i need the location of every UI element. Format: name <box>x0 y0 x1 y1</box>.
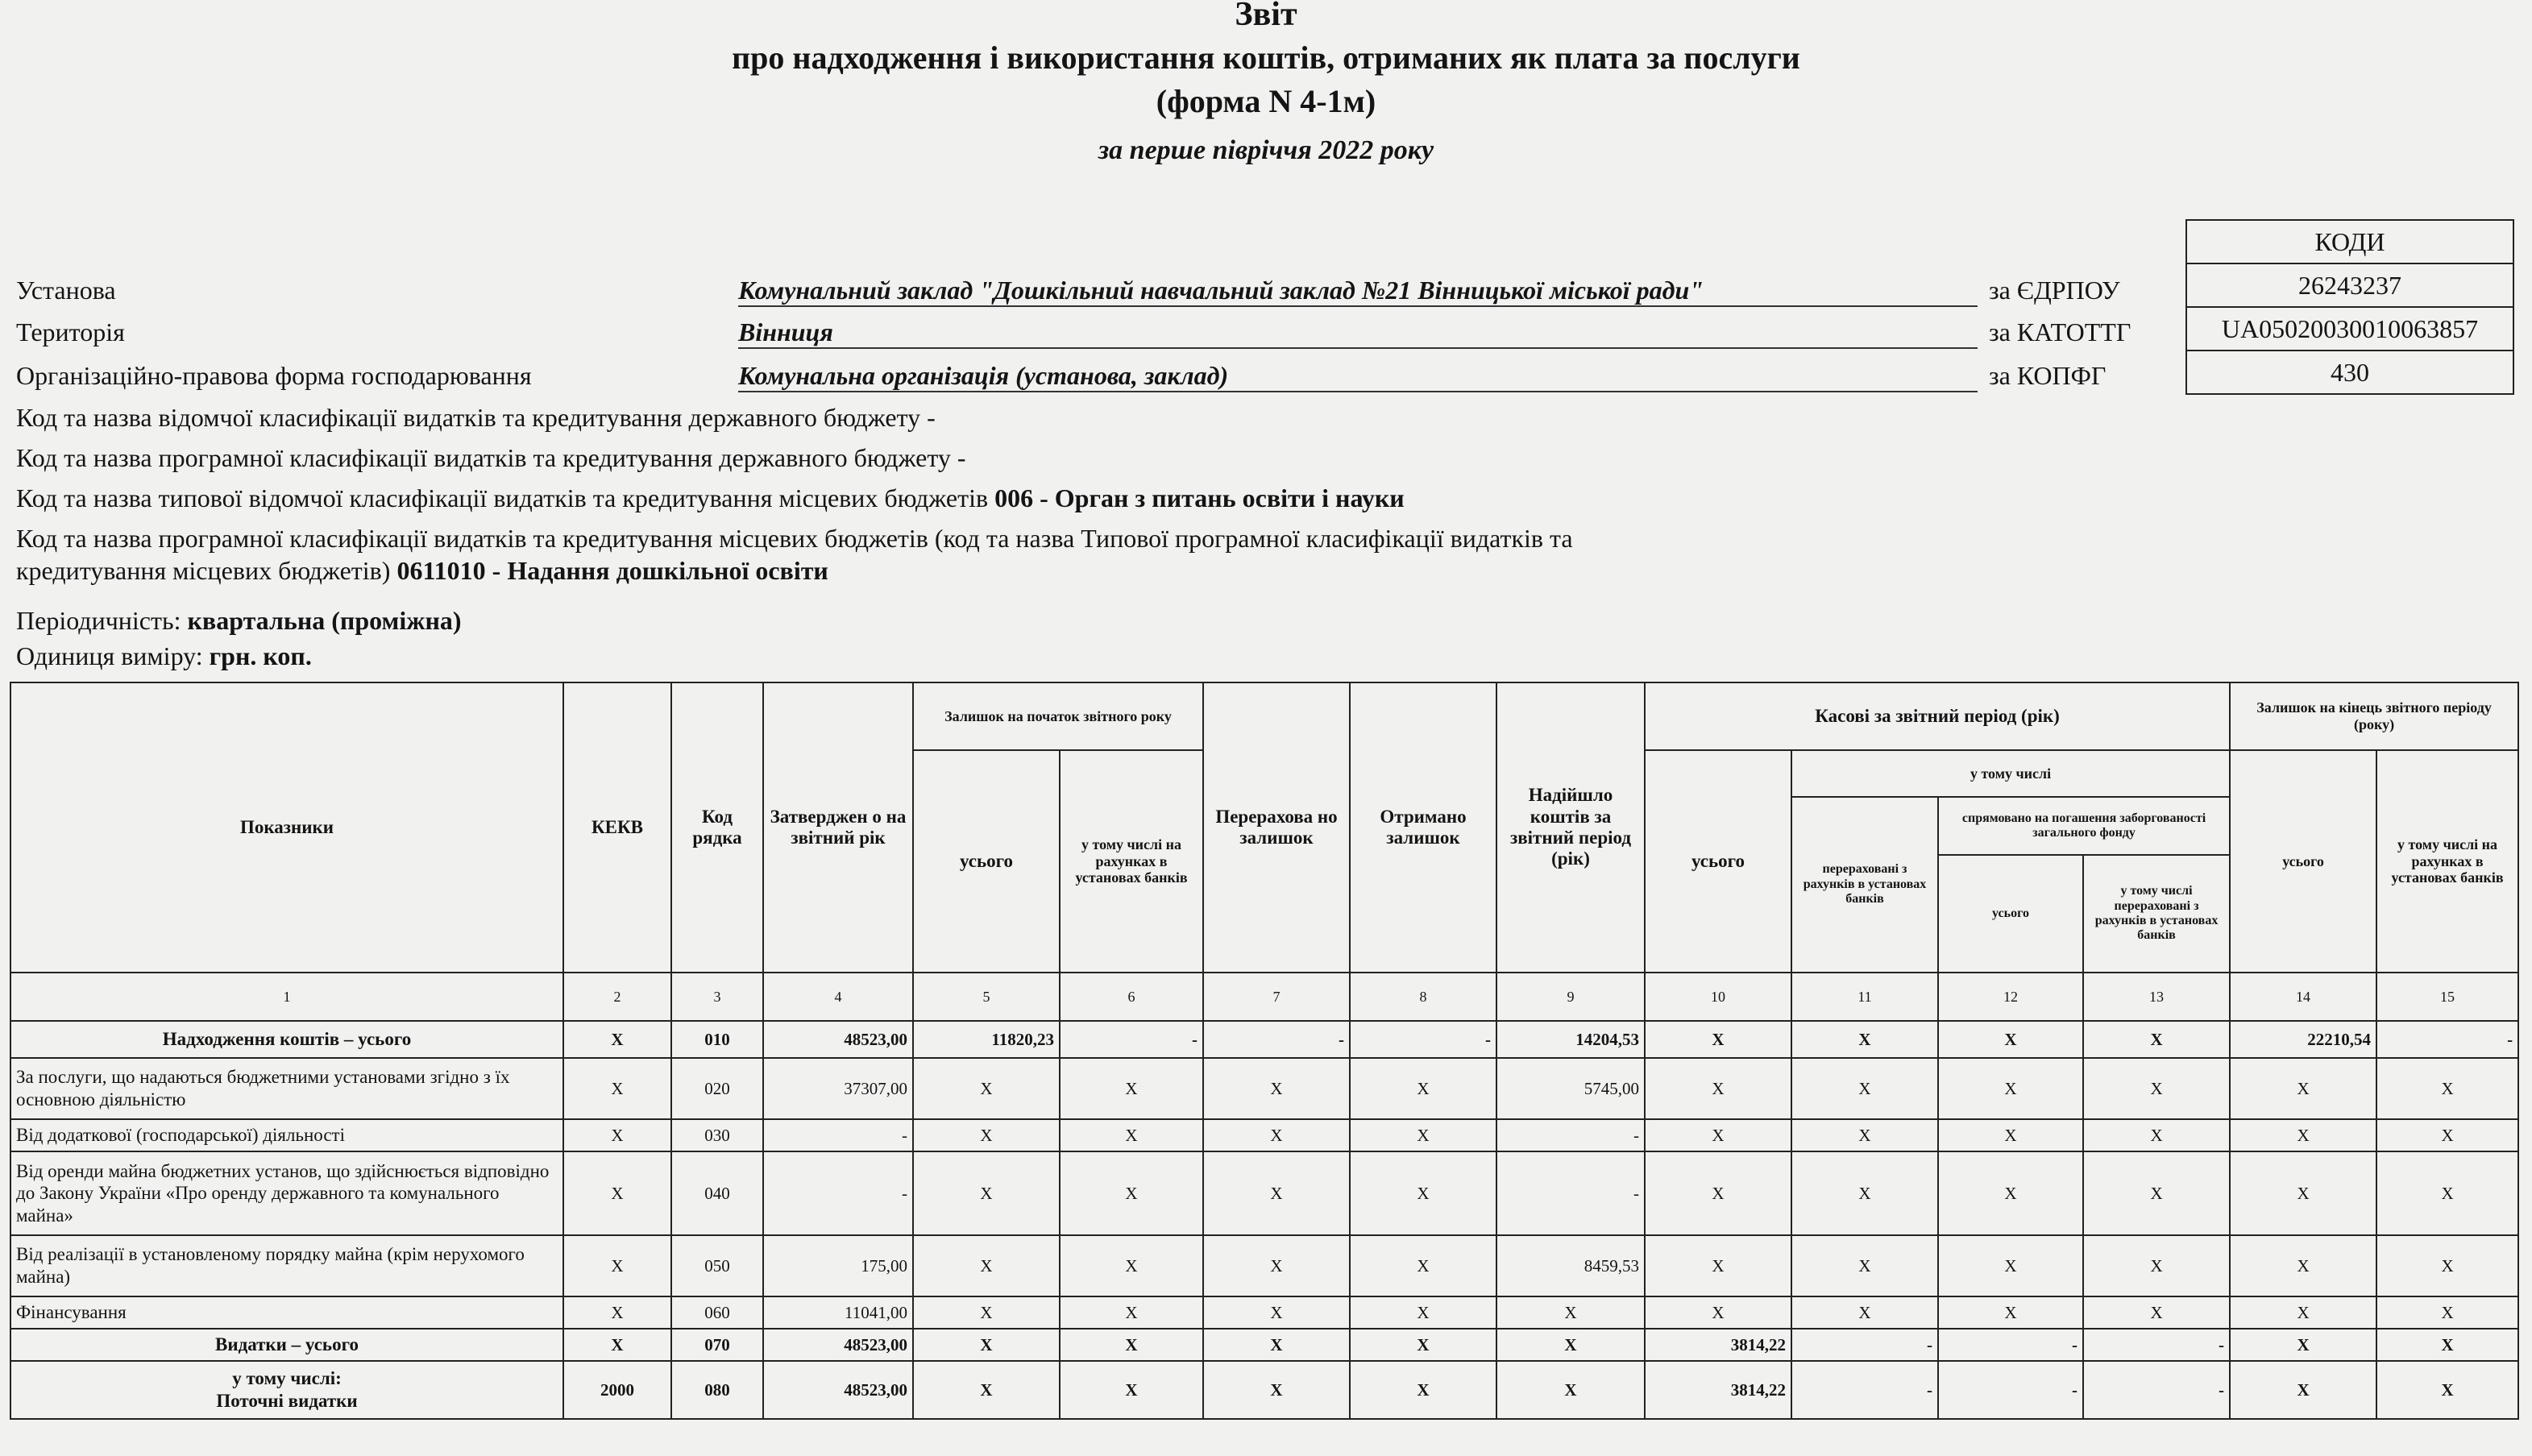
table-cell: X <box>2083 1021 2230 1058</box>
table-cell: - <box>1350 1021 1496 1058</box>
column-number: 4 <box>763 973 913 1021</box>
table-cell: X <box>2083 1151 2230 1235</box>
codes-header: КОДИ <box>2186 220 2513 263</box>
table-cell: X <box>1060 1058 1203 1119</box>
table-cell: X <box>2376 1119 2518 1151</box>
table-cell: - <box>1060 1021 1203 1058</box>
header-approved: Затверджен о на звітний рік <box>763 682 913 973</box>
table-cell: X <box>563 1235 671 1296</box>
column-number: 12 <box>1938 973 2083 1021</box>
header-debt-total: усього <box>1938 855 2083 973</box>
column-number: 3 <box>671 973 763 1021</box>
table-cell: X <box>1203 1151 1350 1235</box>
table-cell: X <box>1938 1058 2083 1119</box>
header-indicators: Показники <box>10 682 563 973</box>
table-cell: X <box>913 1361 1060 1419</box>
table-cell: X <box>1938 1151 2083 1235</box>
table-row <box>10 1296 2518 1329</box>
table-cell: X <box>1060 1235 1203 1296</box>
header-transferred-from-banks: перераховані з рахунків в установах банків <box>1791 797 1938 973</box>
column-number: 10 <box>1645 973 1791 1021</box>
table-cell: X <box>1060 1329 1203 1361</box>
header-debt-from-banks: у тому числі перераховані з рахунків в установах банків <box>2083 855 2230 973</box>
table-cell: X <box>2376 1151 2518 1235</box>
table-cell: X <box>2083 1119 2230 1151</box>
table-cell: - <box>1496 1119 1645 1151</box>
table-cell: X <box>1645 1151 1791 1235</box>
table-cell: X <box>913 1329 1060 1361</box>
table-cell: - <box>1938 1361 2083 1419</box>
table-cell: X <box>1350 1235 1496 1296</box>
column-number: 1 <box>10 973 563 1021</box>
table-cell: - <box>1791 1361 1938 1419</box>
table-cell: X <box>913 1296 1060 1329</box>
table-cell: - <box>2083 1329 2230 1361</box>
table-cell: 030 <box>671 1119 763 1151</box>
table-cell: X <box>1203 1361 1350 1419</box>
table-cell: X <box>1938 1296 2083 1329</box>
table-cell: 070 <box>671 1329 763 1361</box>
table-cell: 11820,23 <box>913 1021 1060 1058</box>
header-end-total: усього <box>2230 750 2376 973</box>
table-cell: X <box>1938 1235 2083 1296</box>
column-number: 2 <box>563 973 671 1021</box>
indicator-name: Від реалізації в установленому порядку майна (крім нерухомого майна) <box>10 1235 563 1296</box>
table-cell: X <box>1938 1119 2083 1151</box>
table-cell: 48523,00 <box>763 1021 913 1058</box>
table-cell: X <box>1496 1361 1645 1419</box>
table-cell: X <box>563 1119 671 1151</box>
table-cell: X <box>563 1296 671 1329</box>
indicator-name: За послуги, що надаються бюджетними установами згідно з їх основною діяльністю <box>10 1058 563 1119</box>
column-number: 15 <box>2376 973 2518 1021</box>
table-cell: - <box>2376 1021 2518 1058</box>
table-cell: 020 <box>671 1058 763 1119</box>
codes-table <box>2185 219 2514 395</box>
table-cell: 040 <box>671 1151 763 1235</box>
table-cell: X <box>1060 1296 1203 1329</box>
table-cell: 37307,00 <box>763 1058 913 1119</box>
table-cell: - <box>1496 1151 1645 1235</box>
table-cell: X <box>1203 1058 1350 1119</box>
header-income: Надійшло коштів за звітний період (рік) <box>1496 682 1645 973</box>
table-cell: X <box>1791 1151 1938 1235</box>
table-cell: 050 <box>671 1235 763 1296</box>
table-row <box>10 1151 2518 1235</box>
table-cell: X <box>1645 1296 1791 1329</box>
header-start-balance: Залишок на початок звітного року <box>913 682 1203 750</box>
table-cell: X <box>563 1021 671 1058</box>
table-cell: - <box>2083 1361 2230 1419</box>
territory-value: Вінниця <box>738 317 1978 349</box>
header-received-balance: Отримано залишок <box>1350 682 1496 973</box>
column-number: 5 <box>913 973 1060 1021</box>
header-cash-total: усього <box>1645 750 1791 973</box>
report-subtitle: про надходження і використання коштів, отриманих як плата за послуги <box>732 39 1800 76</box>
table-cell: X <box>1350 1296 1496 1329</box>
indicator-name: Від додаткової (господарської) діяльності <box>10 1119 563 1151</box>
table-cell: X <box>1350 1058 1496 1119</box>
table-cell: X <box>2376 1361 2518 1419</box>
header-transferred-balance: Перерахова но залишок <box>1203 682 1350 973</box>
table-cell: X <box>1496 1296 1645 1329</box>
header-including: у тому числі <box>1791 750 2230 797</box>
table-row <box>10 1058 2518 1119</box>
header-start-total: усього <box>913 750 1060 973</box>
table-cell: X <box>1350 1151 1496 1235</box>
header-row-code: Код рядка <box>671 682 763 973</box>
table-cell: X <box>1203 1329 1350 1361</box>
report-period: за перше півріччя 2022 року <box>1098 135 1434 165</box>
table-cell: X <box>2230 1058 2376 1119</box>
table-row <box>10 1021 2518 1058</box>
header-end-in-banks: у тому числі на рахунках в установах банків <box>2376 750 2518 973</box>
table-row <box>10 1361 2518 1419</box>
table-cell: 11041,00 <box>763 1296 913 1329</box>
table-cell: X <box>2376 1235 2518 1296</box>
table-cell: X <box>2083 1235 2230 1296</box>
code-kopfg: 430 <box>2186 351 2513 394</box>
indicator-name: у тому числі: Поточні видатки <box>10 1361 563 1419</box>
table-cell: X <box>2230 1235 2376 1296</box>
table-cell: X <box>2230 1329 2376 1361</box>
table-cell: 3814,22 <box>1645 1361 1791 1419</box>
table-row <box>10 1119 2518 1151</box>
table-cell: X <box>1350 1119 1496 1151</box>
table-cell: X <box>913 1058 1060 1119</box>
table-cell: 14204,53 <box>1496 1021 1645 1058</box>
indicator-name: Від оренди майна бюджетних установ, що здійснюється відповідно до Закону України «Про оренду державного та комунального майна» <box>10 1151 563 1235</box>
state-program-classification: Код та назва програмної класифікації видатків та кредитування державного бюджету - <box>16 443 966 472</box>
institution-value: Комунальний заклад "Дошкільний навчальний заклад №21 Вінницької міської ради" <box>738 276 1978 307</box>
form-number: (форма N 4-1м) <box>1156 83 1376 119</box>
institution-label: Установа <box>16 276 116 305</box>
table-cell: X <box>1645 1235 1791 1296</box>
indicator-name: Надходження коштів – усього <box>10 1021 563 1058</box>
table-cell: - <box>763 1119 913 1151</box>
table-row <box>10 1235 2518 1296</box>
column-number: 7 <box>1203 973 1350 1021</box>
table-cell: - <box>1203 1021 1350 1058</box>
katottg-label: за КАТОТТГ <box>1989 317 2131 346</box>
table-cell: X <box>1060 1151 1203 1235</box>
table-cell: 22210,54 <box>2230 1021 2376 1058</box>
table-cell: X <box>1203 1119 1350 1151</box>
local-dept-classification: Код та назва типової відомчої класифікації видатків та кредитування місцевих бюджетів 006 - Орган з питань освіти і науки <box>16 483 1405 512</box>
state-dept-classification: Код та назва відомчої класифікації видатків та кредитування державного бюджету - <box>16 403 936 432</box>
table-cell: X <box>913 1119 1060 1151</box>
table-cell: X <box>1791 1021 1938 1058</box>
table-cell: X <box>1791 1296 1938 1329</box>
legal-form-label: Організаційно-правова форма господарювання <box>16 361 532 390</box>
table-cell: X <box>563 1329 671 1361</box>
indicator-name: Видатки – усього <box>10 1329 563 1361</box>
table-cell: X <box>2376 1296 2518 1329</box>
header-debt-repayment: спрямовано на погашення заборгованості загального фонду <box>1938 797 2230 855</box>
table-cell: X <box>1791 1235 1938 1296</box>
legal-form-value: Комунальна організація (установа, заклад) <box>738 361 1978 392</box>
table-cell: 060 <box>671 1296 763 1329</box>
table-cell: 5745,00 <box>1496 1058 1645 1119</box>
table-cell: - <box>1791 1329 1938 1361</box>
table-cell: X <box>2376 1329 2518 1361</box>
column-numbers-row <box>10 973 2518 1021</box>
local-program-classification: Код та назва програмної класифікації видатків та кредитування місцевих бюджетів (код та назва Типової програмної класифікації видатків та <box>16 524 1573 553</box>
territory-label: Територія <box>16 317 125 346</box>
header-end-balance: Залишок на кінець звітного періоду (року) <box>2230 682 2518 750</box>
table-cell: - <box>1938 1329 2083 1361</box>
table-cell: X <box>2083 1058 2230 1119</box>
column-number: 6 <box>1060 973 1203 1021</box>
column-number: 14 <box>2230 973 2376 1021</box>
column-number: 11 <box>1791 973 1938 1021</box>
header-cash-expenses: Касові за звітний період (рік) <box>1645 682 2230 750</box>
table-cell: X <box>1060 1119 1203 1151</box>
table-cell: 3814,22 <box>1645 1329 1791 1361</box>
report-table <box>10 682 2519 1420</box>
table-cell: 2000 <box>563 1361 671 1419</box>
table-cell: 175,00 <box>763 1235 913 1296</box>
unit-of-measure: Одиниця виміру: грн. коп. <box>16 641 312 670</box>
table-cell: X <box>2230 1119 2376 1151</box>
periodicity: Періодичність: квартальна (проміжна) <box>16 606 462 635</box>
indicator-name: Фінансування <box>10 1296 563 1329</box>
table-cell: X <box>1060 1361 1203 1419</box>
table-cell: - <box>763 1151 913 1235</box>
local-program-classification-cont: кредитування місцевих бюджетів) 0611010 - Надання дошкільної освіти <box>16 556 828 585</box>
table-cell: X <box>2083 1296 2230 1329</box>
table-row <box>10 1329 2518 1361</box>
edrpou-label: за ЄДРПОУ <box>1989 276 2120 305</box>
table-cell: X <box>1496 1329 1645 1361</box>
header-kekv: КЕКВ <box>563 682 671 973</box>
kopfg-label: за КОПФГ <box>1989 361 2107 390</box>
table-cell: 48523,00 <box>763 1361 913 1419</box>
table-cell: X <box>563 1151 671 1235</box>
table-cell: X <box>1791 1119 1938 1151</box>
table-cell: 48523,00 <box>763 1329 913 1361</box>
table-cell: X <box>913 1151 1060 1235</box>
table-cell: X <box>1350 1329 1496 1361</box>
table-cell: 010 <box>671 1021 763 1058</box>
code-katottg: UA05020030010063857 <box>2186 307 2513 351</box>
table-cell: X <box>2376 1058 2518 1119</box>
table-cell: X <box>1645 1119 1791 1151</box>
header-start-in-banks: у тому числі на рахунках в установах банків <box>1060 750 1203 973</box>
column-number: 13 <box>2083 973 2230 1021</box>
code-edrpou: 26243237 <box>2186 263 2513 307</box>
table-cell: X <box>1645 1058 1791 1119</box>
table-cell: 080 <box>671 1361 763 1419</box>
table-cell: X <box>1791 1058 1938 1119</box>
table-cell: X <box>1203 1235 1350 1296</box>
table-cell: X <box>1938 1021 2083 1058</box>
table-cell: X <box>1203 1296 1350 1329</box>
table-cell: X <box>1350 1361 1496 1419</box>
table-cell: 8459,53 <box>1496 1235 1645 1296</box>
table-cell: X <box>913 1235 1060 1296</box>
column-number: 8 <box>1350 973 1496 1021</box>
table-cell: X <box>1645 1021 1791 1058</box>
report-title: Звіт <box>1235 0 1297 33</box>
table-cell: X <box>563 1058 671 1119</box>
table-cell: X <box>2230 1151 2376 1235</box>
table-cell: X <box>2230 1361 2376 1419</box>
column-number: 9 <box>1496 973 1645 1021</box>
table-cell: X <box>2230 1296 2376 1329</box>
